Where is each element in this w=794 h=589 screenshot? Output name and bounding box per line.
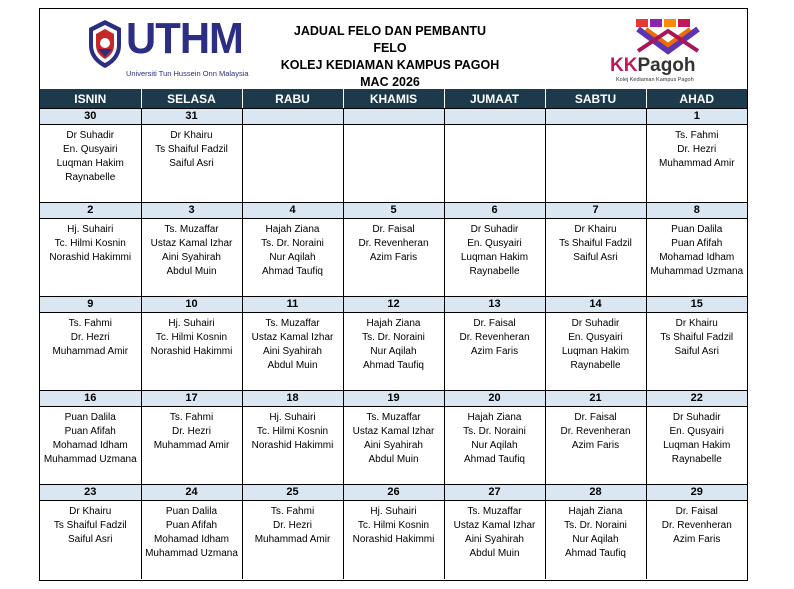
date-cell: 31 xyxy=(141,109,242,125)
staff-name: Tc. Hilmi Kosnin xyxy=(357,520,430,531)
staff-name: Raynabelle xyxy=(671,454,722,465)
staff-name: Tc. Hilmi Kosnin xyxy=(155,332,228,343)
date-cell: 6 xyxy=(444,203,545,219)
staff-name: Ustaz Kamal Izhar xyxy=(150,238,233,249)
staff-name: Luqman Hakim xyxy=(56,158,124,169)
staff-name: Dr. Hezri xyxy=(172,426,211,437)
date-row xyxy=(40,485,747,501)
date-cell: 9 xyxy=(40,297,141,313)
duty-names-cell xyxy=(40,219,141,297)
staff-name: Hajah Ziana xyxy=(568,506,623,517)
staff-name: Ts. Dr. Noraini xyxy=(463,426,526,437)
staff-name: Dr Suhadir xyxy=(571,318,620,329)
staff-name: Azim Faris xyxy=(369,252,418,263)
staff-name: Dr. Faisal xyxy=(372,224,415,235)
date-cell: 21 xyxy=(545,391,646,407)
staff-name: Abdul Muin xyxy=(267,360,318,371)
date-cell: 15 xyxy=(646,297,747,313)
staff-name: Luqman Hakim xyxy=(460,252,529,263)
duty-names-cell xyxy=(343,501,444,579)
staff-name: Dr Suhadir xyxy=(672,412,721,423)
staff-name: Abdul Muin xyxy=(368,454,419,465)
staff-name: Puan Dalila xyxy=(671,224,723,235)
duty-names-cell xyxy=(646,501,747,579)
staff-name: Hj. Suhairi xyxy=(370,506,417,517)
staff-name: Nur Aqilah xyxy=(471,440,518,451)
staff-name: Mohamad Idham xyxy=(153,534,230,545)
staff-name: En. Qusyairi xyxy=(63,144,118,155)
staff-name: En. Qusyairi xyxy=(568,332,623,343)
date-cell: 25 xyxy=(242,485,343,501)
duty-names-cell xyxy=(545,125,646,203)
staff-name: Dr Khairu xyxy=(170,130,213,141)
duty-names-cell xyxy=(444,125,545,203)
staff-name: Puan Dalila xyxy=(165,506,218,517)
staff-name: Raynabelle xyxy=(469,266,520,277)
schedule-sheet xyxy=(39,8,748,581)
staff-name: Puan Dalila xyxy=(64,412,116,423)
date-cell: 14 xyxy=(545,297,646,313)
staff-name: Raynabelle xyxy=(570,360,621,371)
duty-names-cell xyxy=(40,125,141,203)
staff-name: Ts. Muzaffar xyxy=(467,506,522,517)
date-cell: 28 xyxy=(545,485,646,501)
date-cell: 29 xyxy=(646,485,747,501)
staff-name: Ahmad Taufiq xyxy=(464,454,525,465)
date-row xyxy=(40,297,747,313)
staff-name: Aini Syahirah xyxy=(263,346,322,357)
date-cell: 8 xyxy=(646,203,747,219)
staff-name: En. Qusyairi xyxy=(669,426,724,437)
weekday-header: ISNIN xyxy=(40,89,141,109)
weekday-header-row xyxy=(40,89,747,109)
staff-name: Ts Shaiful Fadzil xyxy=(559,238,632,249)
pagoh-subtitle: Kolej Kediaman Kampus Pagoh xyxy=(616,77,694,83)
staff-name: Dr. Hezri xyxy=(70,332,110,343)
staff-name: Ahmad Taufiq xyxy=(565,548,626,559)
uthm-subtitle: Universiti Tun Hussein Onn Malaysia xyxy=(126,69,249,78)
duty-row xyxy=(40,125,747,203)
staff-name: Abdul Muin xyxy=(469,548,520,559)
staff-name: Mohamad Idham xyxy=(659,252,735,263)
title-line-3: MAC 2026 xyxy=(360,75,420,89)
weekday-header: SELASA xyxy=(141,89,242,109)
staff-name: Ustaz Kamal Izhar xyxy=(352,426,435,437)
calendar-body xyxy=(40,109,747,579)
weekday-header: AHAD xyxy=(646,89,747,109)
weekday-header: JUMAAT xyxy=(444,89,545,109)
duty-names-cell xyxy=(646,219,747,297)
date-cell: 3 xyxy=(141,203,242,219)
pagoh-logo-name: Pagoh xyxy=(637,55,696,76)
staff-name: Hajah Ziana xyxy=(366,318,421,329)
staff-name: Nur Aqilah xyxy=(269,252,316,263)
staff-name: Raynabelle xyxy=(65,172,116,183)
staff-name: Dr. Revenheran xyxy=(358,238,429,249)
date-cell xyxy=(343,109,444,125)
weekday-header: RABU xyxy=(242,89,343,109)
weekday-header: KHAMIS xyxy=(343,89,444,109)
staff-name: Aini Syahirah xyxy=(364,440,423,451)
staff-name: Luqman Hakim xyxy=(663,440,731,451)
duty-names-cell xyxy=(242,313,343,391)
staff-name: Ustaz Kamal Izhar xyxy=(251,332,334,343)
staff-name: Muhammad Amir xyxy=(52,346,129,357)
date-cell: 30 xyxy=(40,109,141,125)
staff-name: Nur Aqilah xyxy=(572,534,619,545)
staff-name: Tc. Hilmi Kosnin xyxy=(54,238,126,249)
date-cell: 27 xyxy=(444,485,545,501)
duty-names-cell xyxy=(141,219,242,297)
date-cell: 2 xyxy=(40,203,141,219)
duty-names-cell xyxy=(242,219,343,297)
date-cell xyxy=(242,109,343,125)
staff-name: Tc. Hilmi Kosnin xyxy=(256,426,329,437)
staff-name: Ts. Dr. Noraini xyxy=(564,520,627,531)
date-cell: 26 xyxy=(343,485,444,501)
uthm-logo xyxy=(88,14,268,81)
duty-names-cell xyxy=(545,219,646,297)
duty-names-cell xyxy=(646,125,747,203)
staff-name: Puan Afifah xyxy=(671,238,723,249)
date-cell: 5 xyxy=(343,203,444,219)
date-cell: 11 xyxy=(242,297,343,313)
staff-name: Aini Syahirah xyxy=(465,534,524,545)
duty-names-cell xyxy=(343,407,444,485)
duty-names-cell xyxy=(242,125,343,203)
kk-pagoh-logo xyxy=(610,15,730,85)
staff-name: Dr. Faisal xyxy=(473,318,516,329)
duty-names-cell xyxy=(40,407,141,485)
staff-name: Azim Faris xyxy=(571,440,620,451)
staff-name: Dr. Hezri xyxy=(273,520,312,531)
staff-name: Ustaz Kamal Izhar xyxy=(453,520,536,531)
staff-name: Muhammad Amir xyxy=(254,534,331,545)
pagoh-logo-prefix: KK xyxy=(610,55,638,76)
date-row xyxy=(40,109,747,125)
staff-name: En. Qusyairi xyxy=(467,238,522,249)
staff-name: Ts Shaiful Fadzil xyxy=(660,332,734,343)
duty-names-cell xyxy=(545,407,646,485)
staff-name: Aini Syahirah xyxy=(162,252,221,263)
staff-name: Norashid Hakimmi xyxy=(49,252,132,263)
duty-names-cell xyxy=(444,219,545,297)
duty-names-cell xyxy=(141,313,242,391)
staff-name: Azim Faris xyxy=(470,346,519,357)
date-row xyxy=(40,203,747,219)
schedule-calendar xyxy=(40,89,747,579)
staff-name: Ts. Fahmi xyxy=(270,506,315,517)
duty-names-cell xyxy=(141,407,242,485)
date-cell: 17 xyxy=(141,391,242,407)
pagoh-emblem-icon xyxy=(632,15,704,55)
staff-name: Nur Aqilah xyxy=(370,346,417,357)
duty-row xyxy=(40,407,747,485)
date-cell: 12 xyxy=(343,297,444,313)
date-cell xyxy=(444,109,545,125)
duty-names-cell xyxy=(343,125,444,203)
staff-name: Saiful Asri xyxy=(674,346,719,357)
duty-row xyxy=(40,313,747,391)
duty-names-cell xyxy=(40,313,141,391)
date-cell: 1 xyxy=(646,109,747,125)
staff-name: Dr Suhadir xyxy=(470,224,519,235)
staff-name: Dr. Hezri xyxy=(677,144,717,155)
date-cell: 23 xyxy=(40,485,141,501)
duty-names-cell xyxy=(343,313,444,391)
staff-name: Hajah Ziana xyxy=(265,224,320,235)
pagoh-logo-text xyxy=(610,55,696,77)
staff-name: Ts Shaiful Fadzil xyxy=(155,144,228,155)
uthm-logo-text: UTHM xyxy=(126,14,243,63)
date-cell: 4 xyxy=(242,203,343,219)
date-cell: 22 xyxy=(646,391,747,407)
weekday-header: SABTU xyxy=(545,89,646,109)
duty-row xyxy=(40,501,747,579)
staff-name: Puan Afifah xyxy=(165,520,218,531)
staff-name: Ts. Fahmi xyxy=(68,318,112,329)
title-line-2: KOLEJ KEDIAMAN KAMPUS PAGOH xyxy=(280,58,500,72)
staff-name: Dr Khairu xyxy=(675,318,718,329)
duty-names-cell xyxy=(242,407,343,485)
staff-name: Puan Afifah xyxy=(64,426,116,437)
staff-name: Saiful Asri xyxy=(573,252,618,263)
staff-name: Muhammad Uzmana xyxy=(43,454,137,465)
title-line-1: JADUAL FELO DAN PEMBANTU FELO xyxy=(293,24,487,55)
staff-name: Ts. Fahmi xyxy=(675,130,719,141)
date-cell: 24 xyxy=(141,485,242,501)
staff-name: Luqman Hakim xyxy=(561,346,630,357)
staff-name: Dr Khairu xyxy=(69,506,112,517)
staff-name: Ts Shaiful Fadzil xyxy=(53,520,127,531)
staff-name: Azim Faris xyxy=(673,534,721,545)
staff-name: Dr. Faisal xyxy=(675,506,718,517)
duty-names-cell xyxy=(545,501,646,579)
date-cell: 19 xyxy=(343,391,444,407)
duty-names-cell xyxy=(40,501,141,579)
date-cell: 10 xyxy=(141,297,242,313)
duty-names-cell xyxy=(646,407,747,485)
date-cell: 13 xyxy=(444,297,545,313)
staff-name: Muhammad Amir xyxy=(658,158,735,169)
duty-names-cell xyxy=(141,125,242,203)
staff-name: Ahmad Taufiq xyxy=(363,360,424,371)
staff-name: Norashid Hakimmi xyxy=(352,534,435,545)
duty-names-cell xyxy=(141,501,242,579)
date-cell: 7 xyxy=(545,203,646,219)
date-cell xyxy=(545,109,646,125)
staff-name: Ts. Muzaffar xyxy=(164,224,219,235)
duty-names-cell xyxy=(242,501,343,579)
staff-name: Ts. Muzaffar xyxy=(366,412,421,423)
duty-names-cell xyxy=(545,313,646,391)
date-row xyxy=(40,391,747,407)
date-cell: 20 xyxy=(444,391,545,407)
duty-names-cell xyxy=(343,219,444,297)
staff-name: Dr Suhadir xyxy=(66,130,115,141)
staff-name: Ts. Dr. Noraini xyxy=(261,238,324,249)
staff-name: Ts. Fahmi xyxy=(169,412,214,423)
duty-names-cell xyxy=(444,501,545,579)
staff-name: Hj. Suhairi xyxy=(67,224,114,235)
staff-name: Dr. Revenheran xyxy=(661,520,732,531)
staff-name: Muhammad Amir xyxy=(153,440,230,451)
staff-name: Hj. Suhairi xyxy=(168,318,215,329)
date-cell: 16 xyxy=(40,391,141,407)
staff-name: Dr Khairu xyxy=(574,224,617,235)
staff-name: Hajah Ziana xyxy=(467,412,522,423)
staff-name: Abdul Muin xyxy=(166,266,217,277)
uthm-shield-icon xyxy=(88,19,122,69)
staff-name: Saiful Asri xyxy=(68,534,113,545)
staff-name: Saiful Asri xyxy=(169,158,214,169)
staff-name: Ahmad Taufiq xyxy=(262,266,323,277)
duty-names-cell xyxy=(444,313,545,391)
document-header xyxy=(40,9,747,89)
staff-name: Dr. Revenheran xyxy=(560,426,631,437)
staff-name: Ts. Muzaffar xyxy=(265,318,320,329)
duty-names-cell xyxy=(646,313,747,391)
document-title xyxy=(280,23,500,91)
staff-name: Muhammad Uzmana xyxy=(650,266,744,277)
duty-names-cell xyxy=(444,407,545,485)
staff-name: Dr. Faisal xyxy=(574,412,617,423)
staff-name: Dr. Revenheran xyxy=(459,332,530,343)
staff-name: Ts. Dr. Noraini xyxy=(362,332,425,343)
date-cell: 18 xyxy=(242,391,343,407)
staff-name: Hj. Suhairi xyxy=(269,412,316,423)
duty-row xyxy=(40,219,747,297)
staff-name: Norashid Hakimmi xyxy=(251,440,334,451)
staff-name: Norashid Hakimmi xyxy=(150,346,233,357)
staff-name: Muhammad Uzmana xyxy=(145,548,238,559)
staff-name: Mohamad Idham xyxy=(52,440,128,451)
